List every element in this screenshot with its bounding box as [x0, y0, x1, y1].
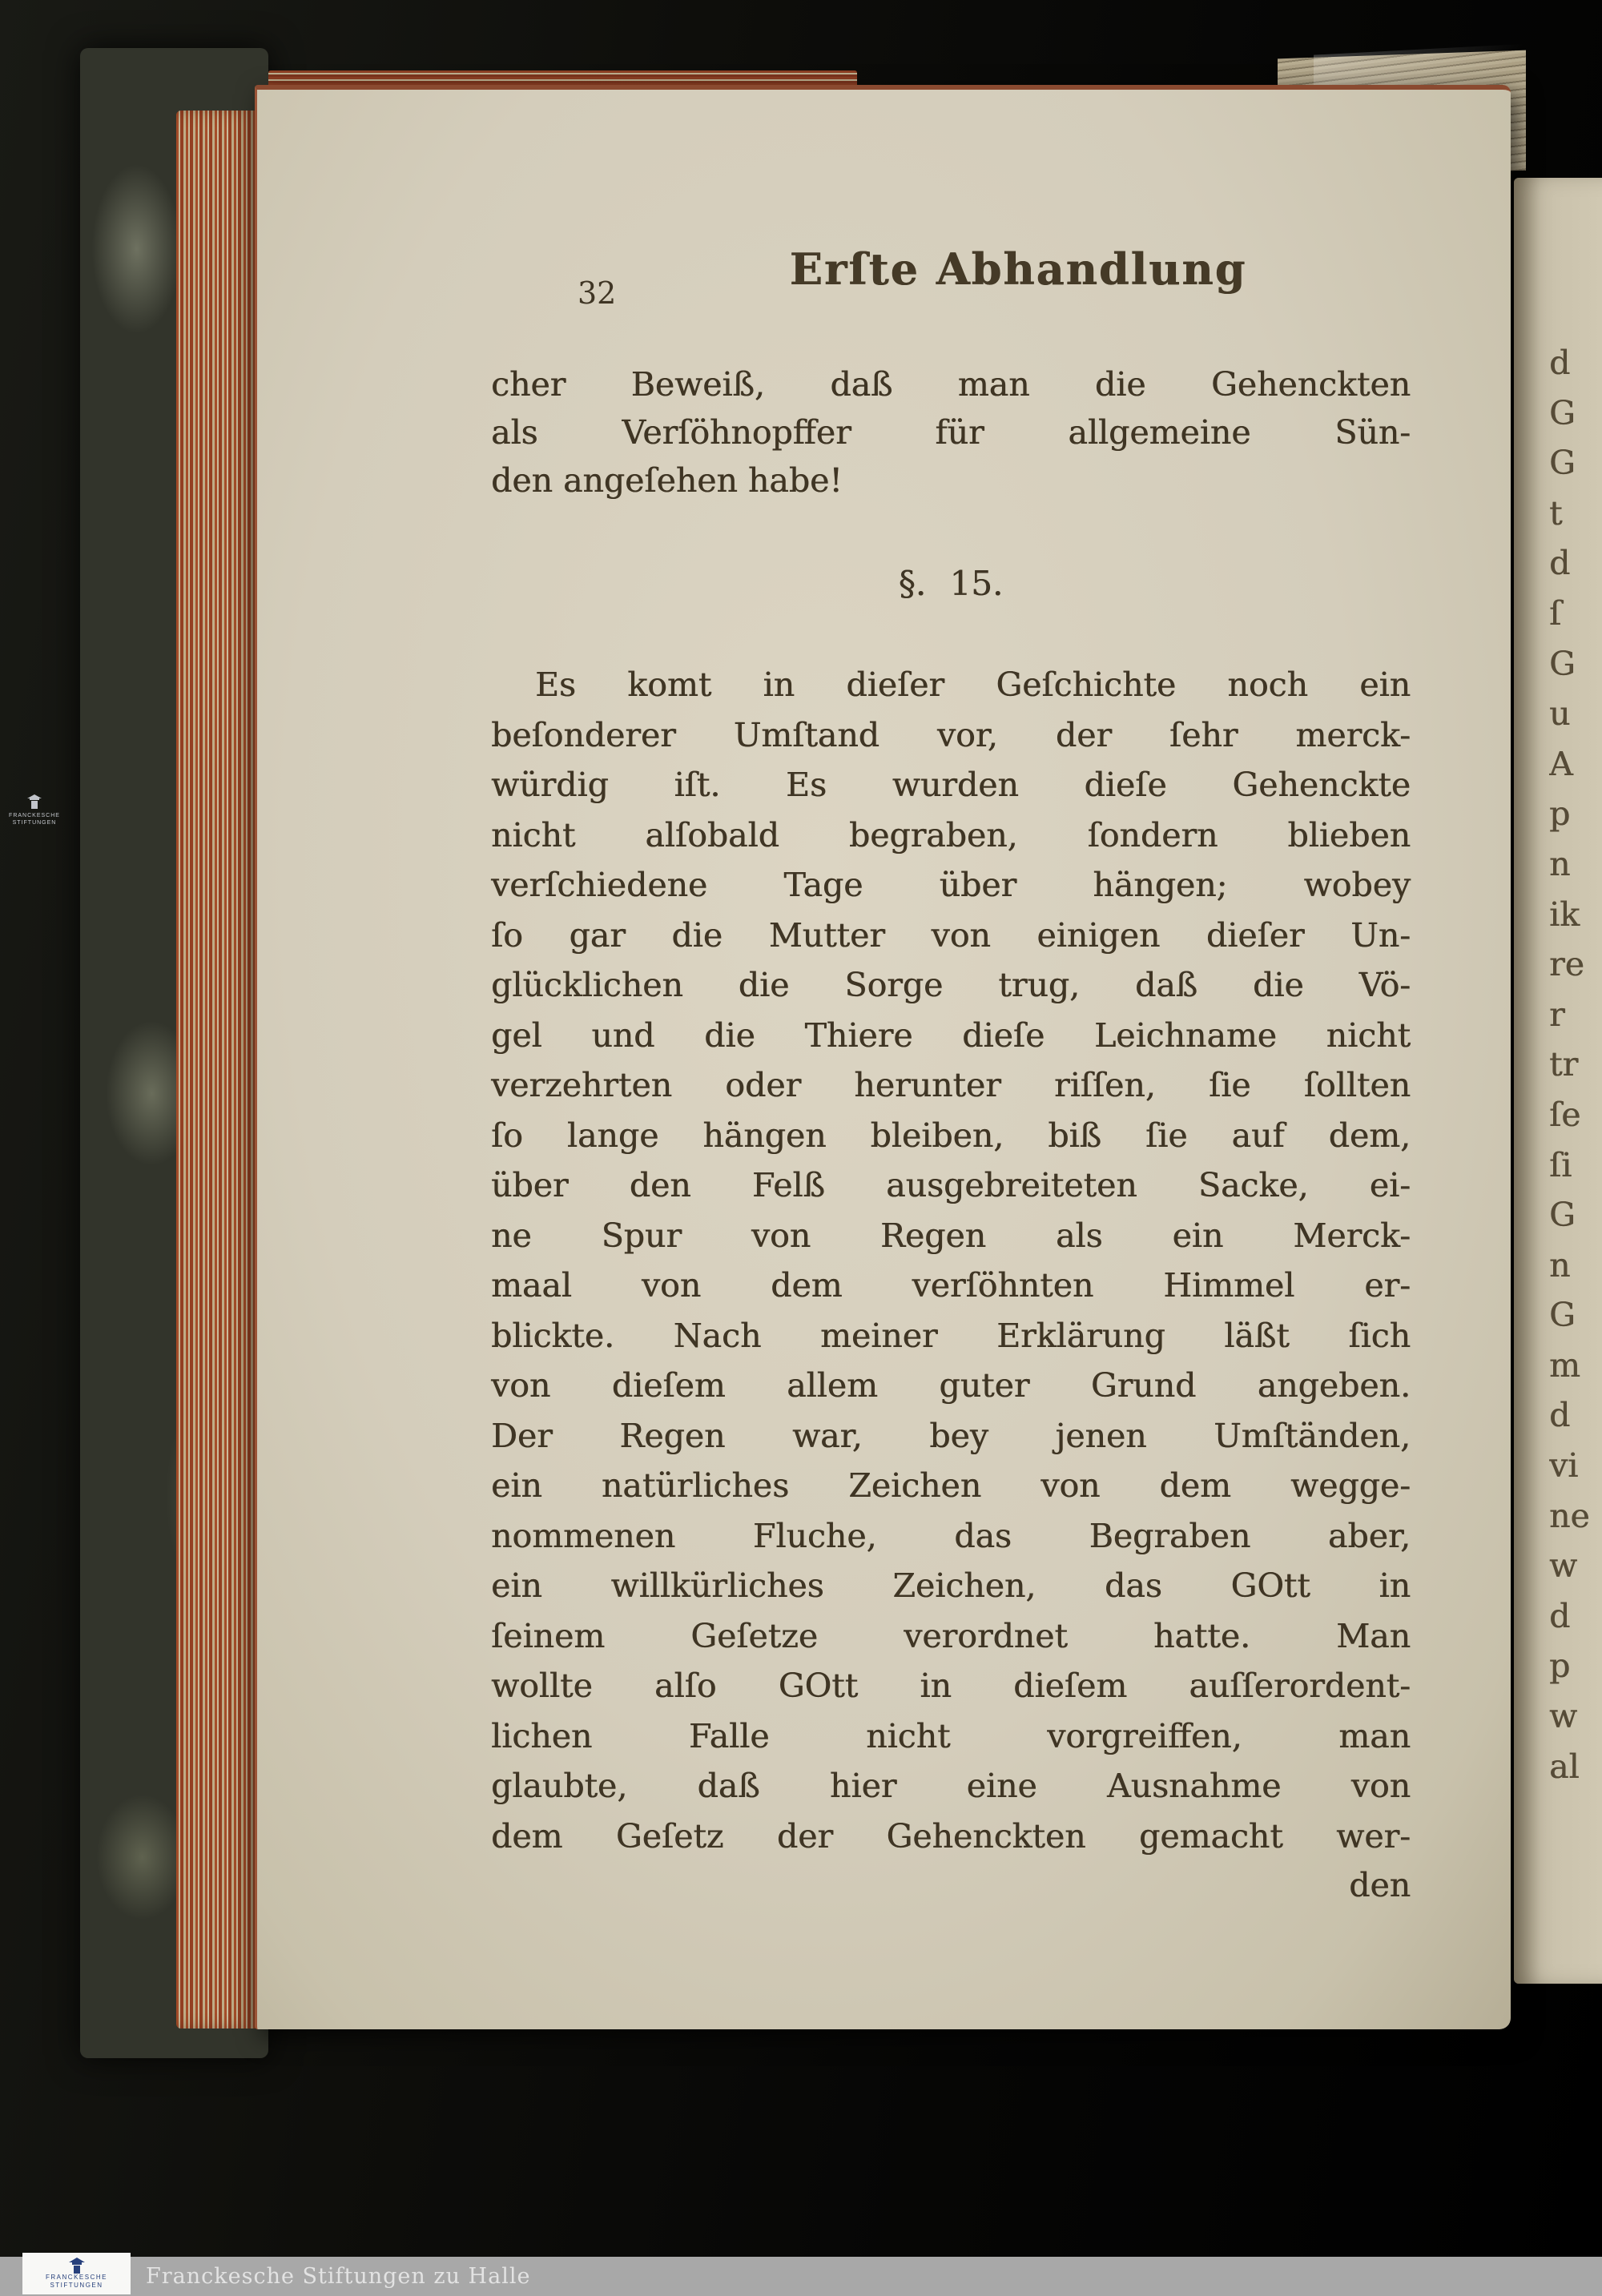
- catchword: den: [1349, 1866, 1411, 1904]
- text-line: Es komt in dieſer Geſchichte noch ein: [535, 665, 1411, 704]
- text-line: würdig iſt. Es wurden dieſe Gehenckte: [491, 766, 1411, 804]
- next-page-edge: [1514, 178, 1602, 1984]
- franckesche-emblem-icon: [24, 794, 45, 809]
- text-line: ſe: [1549, 1095, 1581, 1134]
- running-header: Erſte Abhandlung: [789, 243, 1247, 295]
- text-line: d: [1549, 544, 1571, 583]
- text-line: verzehrten oder herunter riſſen, ſie ſollten: [491, 1066, 1411, 1104]
- text-line: dem Geſetz der Gehenckten gemacht wer-: [491, 1816, 1411, 1856]
- text-line: n: [1549, 1245, 1571, 1285]
- text-line: ſeinem Geſetze verordnet hatte. Man: [491, 1616, 1411, 1655]
- text-line: ein natürliches Zeichen von dem wegge-: [491, 1466, 1411, 1505]
- text-line: G: [1549, 1296, 1576, 1335]
- book-page: [255, 85, 1511, 2029]
- text-line: Der Regen war, bey jenen Umſtänden,: [491, 1416, 1411, 1455]
- text-line: d: [1549, 344, 1571, 382]
- footer-bar: [0, 2257, 1602, 2296]
- text-line: verſchiedene Tage über hängen; wobey: [491, 866, 1411, 904]
- text-line: G: [1549, 1196, 1576, 1235]
- text-line: t: [1549, 493, 1563, 533]
- text-line: wollte alſo GOtt in dieſem auſſerordent-: [491, 1667, 1411, 1705]
- page-number: 32: [578, 275, 617, 311]
- text-line: G: [1549, 444, 1576, 483]
- watermark-text-line2: STIFTUNGEN: [12, 820, 57, 826]
- text-line: w: [1549, 1697, 1578, 1736]
- footer-logo-caps-line2: STIFTUNGEN: [50, 2282, 103, 2289]
- text-line: u: [1549, 694, 1571, 734]
- text-line: nicht alſobald begraben, ſondern blieben: [491, 815, 1411, 854]
- text-line: maal von dem verſöhnten Himmel er-: [491, 1266, 1411, 1305]
- text-line: tr: [1549, 1045, 1579, 1084]
- text-line: lichen Falle nicht vorgreiffen, man: [491, 1716, 1411, 1755]
- text-line: glücklichen die Sorge trug, daß die Vö-: [491, 966, 1411, 1004]
- text-line: ſo gar die Mutter von einigen dieſer Un-: [491, 915, 1411, 955]
- text-line: ſo lange hängen bleiben, biß ſie auf dem,: [491, 1116, 1411, 1155]
- text-line: p: [1549, 794, 1571, 834]
- edge-text-fragments: [1549, 338, 1602, 1791]
- text-line: vi: [1549, 1446, 1579, 1486]
- footer-label: Franckesche Stiftungen zu Halle: [146, 2264, 531, 2289]
- text-line: G: [1549, 644, 1576, 683]
- text-line: glaubte, daß hier eine Ausnahme von: [491, 1767, 1411, 1805]
- watermark-logo: [6, 794, 62, 826]
- text-line: ne Spur von Regen als ein Merck-: [491, 1216, 1411, 1255]
- body-text: [491, 660, 1411, 1861]
- text-line: ne: [1549, 1496, 1590, 1535]
- text-line: ſi: [1549, 1145, 1572, 1184]
- text-line: beſonderer Umſtand vor, der ſehr merck-: [491, 715, 1411, 754]
- text-line: m: [1549, 1345, 1580, 1385]
- text-line: ein willkürliches Zeichen, das GOtt in: [491, 1566, 1411, 1605]
- franckesche-emblem-icon: [65, 2258, 89, 2274]
- text-line: gel und die Thiere dieſe Leichname nicht: [491, 1015, 1411, 1055]
- text-line: ſ: [1549, 593, 1562, 633]
- text-line: als Verſöhnopffer für allgemeine Sün-: [491, 413, 1411, 452]
- text-line: cher Beweiß, daß man die Gehenckten: [491, 365, 1411, 404]
- text-line: d: [1549, 1396, 1571, 1435]
- footer-logo-box: [22, 2253, 131, 2294]
- text-line: d: [1549, 1596, 1571, 1635]
- text-line: r: [1549, 995, 1565, 1034]
- text-line: A: [1549, 744, 1573, 783]
- watermark-text-line1: FRANCKESCHE: [9, 813, 60, 818]
- section-heading: §. 15.: [898, 564, 1004, 603]
- text-line: ik: [1549, 895, 1580, 934]
- paragraph-continuation: [491, 360, 1411, 505]
- text-line: w: [1549, 1546, 1578, 1586]
- text-line: G: [1549, 393, 1576, 432]
- text-line: von dieſem allem guter Grund angeben.: [491, 1366, 1411, 1405]
- text-line: den angeſehen habe!: [491, 461, 843, 500]
- text-line: n: [1549, 844, 1571, 883]
- red-sprinkled-fore-edge: [176, 111, 256, 2029]
- text-line: re: [1549, 945, 1584, 984]
- text-line: blickte. Nach meiner Erklärung läßt ſich: [491, 1316, 1411, 1355]
- text-line: p: [1549, 1647, 1571, 1686]
- text-line: al: [1549, 1747, 1580, 1786]
- text-line: über den Felß ausgebreiteten Sacke, ei-: [491, 1166, 1411, 1204]
- text-line: nommenen Fluche, das Begraben aber,: [491, 1516, 1411, 1555]
- footer-logo-caps-line1: FRANCKESCHE: [46, 2274, 107, 2281]
